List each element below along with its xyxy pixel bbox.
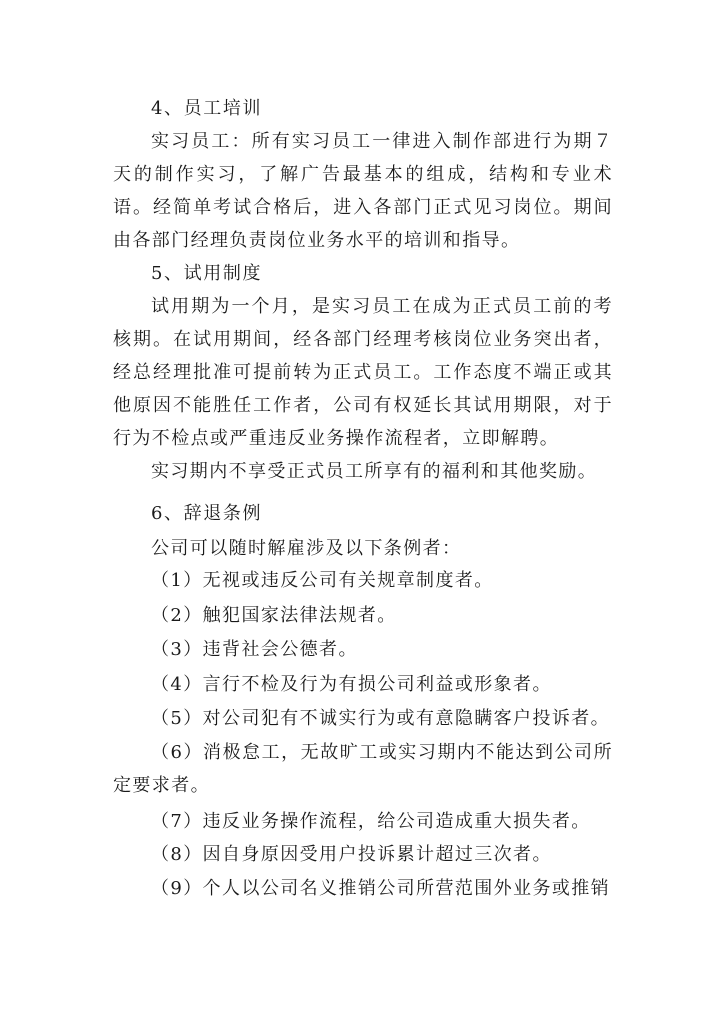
paragraph-probation-benefits: 实习期内不享受正式员工所享有的福利和其他奖励。 [151, 461, 598, 482]
list-item: （5）对公司犯有不诚实行为或有意隐瞒客户投诉者。 [151, 708, 611, 729]
list-item: （4）言行不检及行为有损公司利益或形象者。 [151, 674, 552, 695]
section-heading-probation: 5、试用制度 [151, 263, 263, 284]
section-heading-dismissal: 6、辞退条例 [151, 503, 263, 524]
list-item: （2）触犯国家法律法规者。 [151, 605, 397, 626]
list-item: （6）消极怠工，无故旷工或实习期内不能达到公司所定要求者。 [113, 742, 613, 796]
paragraph-probation-rules: 试用期为一个月，是实习员工在成为正式员工前的考核期。在试用期间，经各部门经理考核岗位业务突出者，经总经理批准可提前转为正式员工。工作态度不端正或其他原因不能胜任工作者，公司有权延长其试用期限，对于行为不检点或严重违反业务操作流程者，立即解聘。 [113, 296, 613, 449]
section-heading-training: 4、员工培训 [151, 98, 263, 119]
list-item: （8）因自身原因受用户投诉累计超过三次者。 [151, 844, 552, 865]
list-item: （9）个人以公司名义推销公司所营范围外业务或推销 [151, 878, 611, 899]
paragraph-dismissal-intro: 公司可以随时解雇涉及以下条例者： [151, 538, 462, 559]
list-item: （3）违背社会公德者。 [151, 639, 358, 660]
list-item: （1）无视或违反公司有关规章制度者。 [151, 570, 494, 591]
paragraph-intern-training: 实习员工：所有实习员工一律进入制作部进行为期７天的制作实习，了解广告最基本的组成，结构和专业术语。经简单考试合格后，进入各部门正式见习岗位。期间由各部门经理负责岗位业务水平的培训和指导。 [113, 131, 613, 251]
list-item: （7）违反业务操作流程，给公司造成重大损失者。 [151, 811, 591, 832]
